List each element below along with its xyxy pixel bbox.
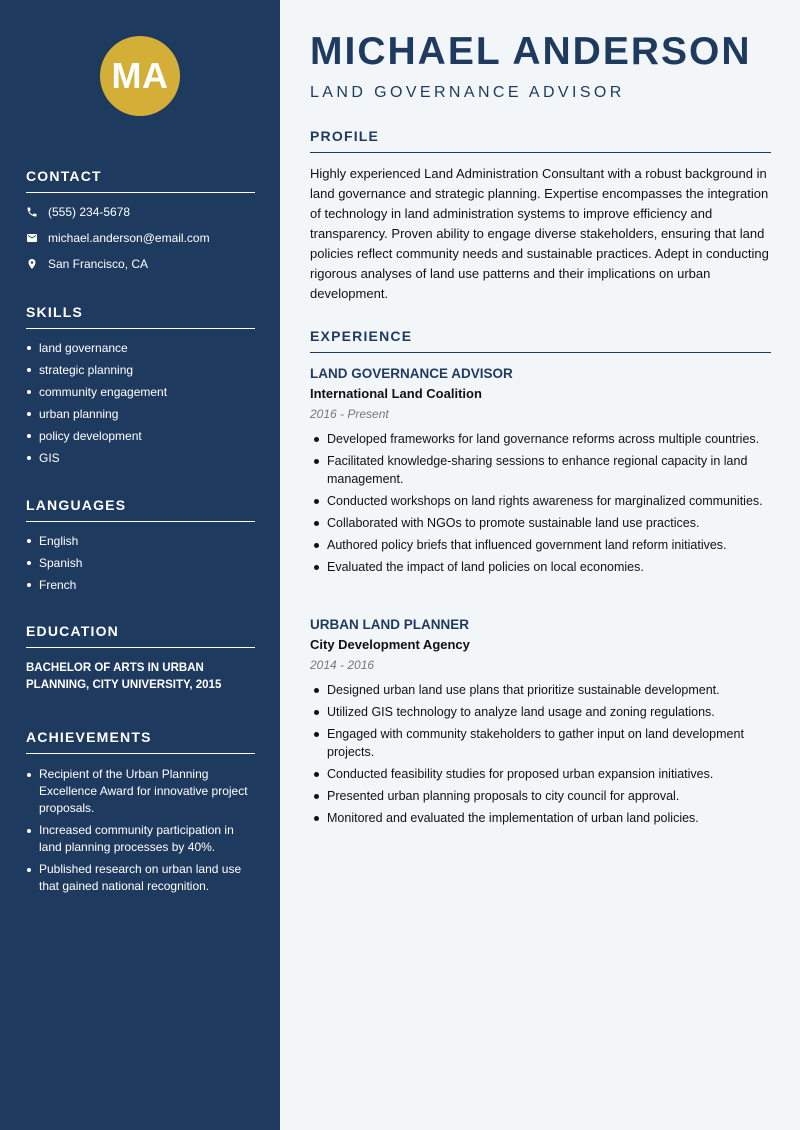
profile-text: Highly experienced Land Administration Consultant with a robust background in land governance and strategic planning. Expertise encompasses the integration of technology in land administration systems to improve efficiency and transparency. Proven ability to engage diverse stakeholders, ensuring that land policies reflect community needs and sustainable practices. Adept in conducting rigorous analyses of land use patterns and their implications on urban development. xyxy=(310,166,769,301)
job-company: City Development Agency xyxy=(310,637,470,652)
achievement-item: Increased community participation in land planning processes by 40%. xyxy=(26,822,255,856)
contact-email xyxy=(26,231,255,245)
email-text[interactable]: michael.anderson@email.com xyxy=(48,231,210,245)
achievements-list xyxy=(26,766,255,895)
email-icon xyxy=(26,232,38,244)
job-bullet: Designed urban land use plans that prioritize sustainable development. xyxy=(310,681,771,699)
education-heading: EDUCATION xyxy=(26,623,255,648)
contact-location xyxy=(26,257,255,271)
job-bullet: Presented urban planning proposals to city council for approval. xyxy=(310,787,771,805)
phone-text: (555) 234-5678 xyxy=(48,205,131,219)
job-bullet: Collaborated with NGOs to promote sustainable land use practices. xyxy=(310,514,771,532)
languages-heading: LANGUAGES xyxy=(26,497,255,522)
skill-item: urban planning xyxy=(26,407,255,421)
person-name: MICHAEL ANDERSON xyxy=(310,30,752,73)
achievement-item: Published research on urban land use that gained national recognition. xyxy=(26,861,255,895)
education-section xyxy=(26,623,255,694)
language-item: Spanish xyxy=(26,556,255,570)
job-entry xyxy=(310,617,771,831)
contact-phone xyxy=(26,205,255,219)
language-item: English xyxy=(26,534,255,548)
job-dates: 2016 - Present xyxy=(310,407,389,421)
achievements-heading: ACHIEVEMENTS xyxy=(26,729,255,754)
languages-section xyxy=(26,497,255,600)
skill-item: land governance xyxy=(26,341,255,355)
language-item: French xyxy=(26,578,255,592)
education-entry: BACHELOR OF ARTS IN URBAN PLANNING, CITY UNIVERSITY, 2015 xyxy=(26,662,222,691)
job-bullet: Engaged with community stakeholders to gather input on land development projects. xyxy=(310,725,771,761)
job-bullet: Authored policy briefs that influenced government land reform initiatives. xyxy=(310,536,771,554)
job-bullet: Facilitated knowledge-sharing sessions to enhance regional capacity in land management. xyxy=(310,452,771,488)
sidebar xyxy=(0,0,280,1130)
profile-heading: PROFILE xyxy=(310,128,771,153)
contact-section xyxy=(26,168,255,283)
job-title: LAND GOVERNANCE ADVISOR xyxy=(310,366,513,381)
languages-list xyxy=(26,534,255,592)
contact-heading: CONTACT xyxy=(26,168,255,193)
experience-heading: EXPERIENCE xyxy=(310,328,771,353)
location-icon xyxy=(26,258,38,270)
location-text: San Francisco, CA xyxy=(48,257,149,271)
job-company: International Land Coalition xyxy=(310,386,482,401)
job-bullets xyxy=(310,430,771,576)
avatar: MA xyxy=(100,36,180,116)
skills-section xyxy=(26,304,255,473)
achievement-item: Recipient of the Urban Planning Excellence Award for innovative project proposals. xyxy=(26,766,255,817)
skill-item: strategic planning xyxy=(26,363,255,377)
job-bullets xyxy=(310,681,771,827)
job-title: URBAN LAND PLANNER xyxy=(310,617,469,632)
job-bullet: Monitored and evaluated the implementation of urban land policies. xyxy=(310,809,771,827)
skill-item: community engagement xyxy=(26,385,255,399)
job-bullet: Evaluated the impact of land policies on local economies. xyxy=(310,558,771,576)
job-role-title: LAND GOVERNANCE ADVISOR xyxy=(310,84,625,101)
job-bullet: Developed frameworks for land governance reforms across multiple countries. xyxy=(310,430,771,448)
phone-icon xyxy=(26,206,38,218)
job-bullet: Conducted feasibility studies for proposed urban expansion initiatives. xyxy=(310,765,771,783)
skills-heading: SKILLS xyxy=(26,304,255,329)
job-bullet: Conducted workshops on land rights awareness for marginalized communities. xyxy=(310,492,771,510)
job-bullet: Utilized GIS technology to analyze land usage and zoning regulations. xyxy=(310,703,771,721)
skills-list xyxy=(26,341,255,465)
skill-item: policy development xyxy=(26,429,255,443)
job-dates: 2014 - 2016 xyxy=(310,658,375,672)
skill-item: GIS xyxy=(26,451,255,465)
achievements-section xyxy=(26,729,255,900)
job-entry xyxy=(310,366,771,580)
